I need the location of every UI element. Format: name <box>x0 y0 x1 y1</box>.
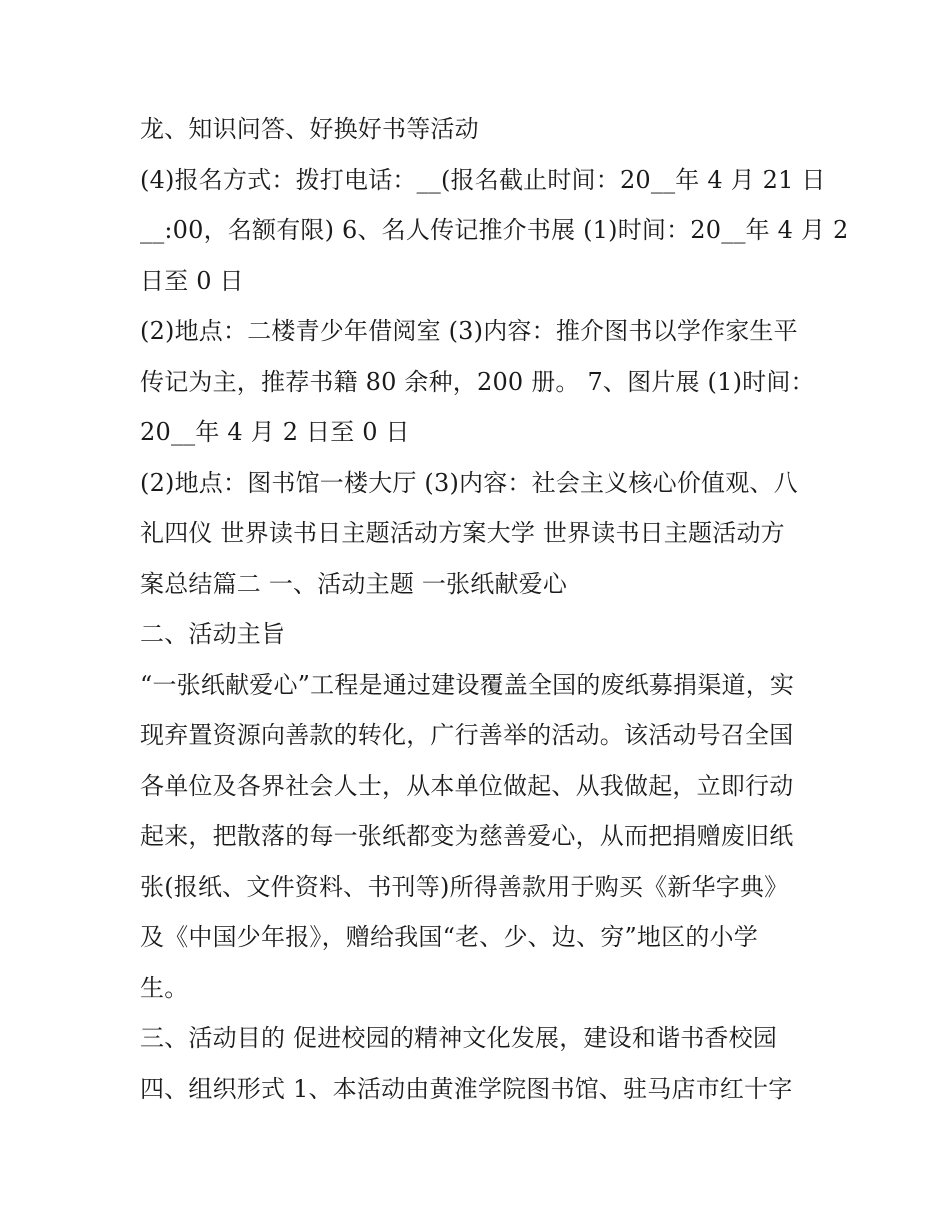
text-line: (4)报名方式：拨打电话：__(报名截止时间：20__年 4 月 21 日 <box>140 165 826 194</box>
text-line: (2)地点：图书馆一楼大厅 (3)内容：社会主义核心价值观、八 <box>140 468 798 497</box>
text-line: 张(报纸、文件资料、书刊等)所得善款用于购买《新华字典》 <box>140 872 789 901</box>
text-line: (2)地点：二楼青少年借阅室 (3)内容：推介图书以学作家生平 <box>140 317 798 345</box>
text-line: 各单位及各界社会人士，从本单位做起、从我做起，立即行动 <box>140 771 794 800</box>
text-line: 四、组织形式 1、本活动由黄淮学院图书馆、驻马店市红十字 <box>140 1074 793 1103</box>
text-line: __:00，名额有限) 6、名人传记推介书展 (1)时间：20__年 4 月 2 <box>140 216 849 244</box>
text-line: 起来，把散落的每一张纸都变为慈善爱心，从而把捐赠废旧纸 <box>140 822 794 850</box>
text-line: 20__年 4 月 2 日至 0 日 <box>140 418 410 446</box>
text-line: 礼四仪 世界读书日主题活动方案大学 世界读书日主题活动方 <box>140 519 785 547</box>
document-body <box>140 104 849 1114</box>
text-line: 现弃置资源向善款的转化，广行善举的活动。该活动号召全国 <box>140 721 794 749</box>
text-line: 三、活动目的 促进校园的精神文化发展，建设和谐书香校园 <box>140 1024 778 1052</box>
text-line: 生。 <box>140 973 189 1002</box>
text-line: 案总结篇二 一、活动主题 一张纸献爱心 <box>140 569 568 598</box>
text-line: “一张纸献爱心”工程是通过建设覆盖全国的废纸募捐渠道，实 <box>140 670 795 699</box>
text-line: 传记为主，推荐书籍 80 余种，200 册。 7、图片展 (1)时间： <box>140 367 815 396</box>
text-line: 日至 0 日 <box>140 266 244 295</box>
text-line: 二、活动主旨 <box>140 620 286 648</box>
text-line: 龙、知识问答、好换好书等活动 <box>140 115 479 143</box>
text-line: 及《中国少年报》，赠给我国“老、少、边、穷”地区的小学 <box>140 923 758 951</box>
